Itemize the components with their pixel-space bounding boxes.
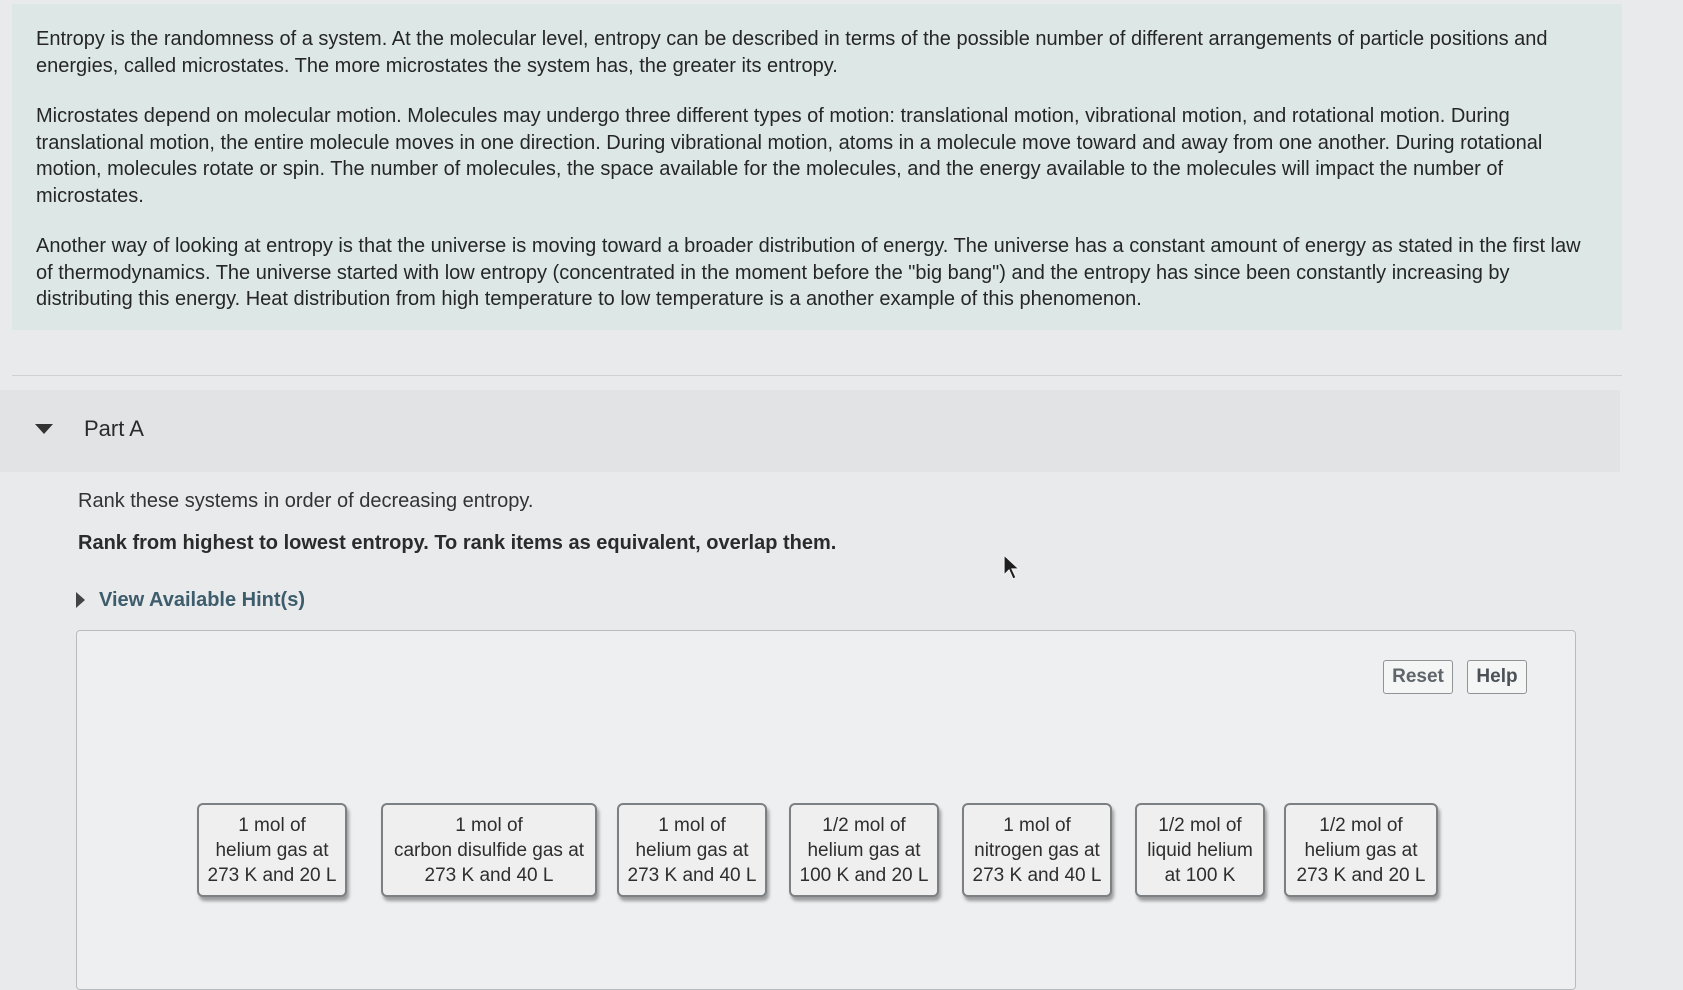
rank-item-line: 1 mol of <box>455 814 523 836</box>
question-text: Rank these systems in order of decreasing entropy. <box>78 490 534 512</box>
rank-item-line: 273 K and 20 L <box>207 864 337 886</box>
rank-item-line: 273 K and 20 L <box>1296 864 1426 886</box>
rank-item-card[interactable] <box>197 803 347 897</box>
part-a-header[interactable] <box>0 390 1620 472</box>
rank-item-card[interactable] <box>1135 803 1265 897</box>
rank-item-line: 1/2 mol of <box>822 814 906 836</box>
view-hints-toggle[interactable] <box>76 586 305 614</box>
rank-item-line: helium gas at <box>807 839 921 861</box>
rank-item-line: helium gas at <box>635 839 749 861</box>
rank-item-line: 1/2 mol of <box>1158 814 1242 836</box>
mouse-cursor-icon <box>1002 553 1022 583</box>
rank-item-line: 1 mol of <box>658 814 726 836</box>
rank-item-card[interactable] <box>617 803 767 897</box>
intro-paragraph-3: Another way of looking at entropy is that the universe is moving toward a broader distribution of energy. The universe has a constant amount of energy as stated in the first law of thermodynamics. The universe started with low entropy (concentrated in the moment before the "big bang") and the entropy has since been constantly increasing by distributing this energy. Heat distribution from high temperature to low temperature is a another example of this phenomenon. <box>36 235 1581 310</box>
rank-item-line: 273 K and 40 L <box>424 864 554 886</box>
rank-item-line: liquid helium <box>1147 839 1253 861</box>
rank-item-line: 1 mol of <box>1003 814 1071 836</box>
rank-item-line: at 100 K <box>1164 864 1236 886</box>
intro-paragraph-2: Microstates depend on molecular motion. Molecules may undergo three different types of motion: translational motion, vibrational motion, and rotational motion. During translational motion, the entire molecule moves in one direction. During vibrational motion, atoms in a molecule move toward and away from one another. During rotational motion, molecules rotate or spin. The number of molecules, the space available for the molecules, and the energy available to the molecules will impact the number of microstates. <box>36 105 1543 207</box>
section-divider <box>12 375 1622 376</box>
rank-item-line: carbon disulfide gas at <box>393 839 585 861</box>
part-title: Part A <box>84 416 144 441</box>
rank-item-line: 273 K and 40 L <box>627 864 757 886</box>
rank-item-line: helium gas at <box>215 839 329 861</box>
rank-item-line: 1/2 mol of <box>1319 814 1403 836</box>
rank-item-line: nitrogen gas at <box>974 839 1100 861</box>
rank-item-card[interactable] <box>789 803 939 897</box>
caret-right-icon <box>76 592 85 608</box>
intro-passage <box>12 4 1622 330</box>
rank-item-card[interactable] <box>381 803 597 897</box>
reset-button[interactable]: Reset <box>1383 660 1453 694</box>
ranking-area <box>76 630 1576 990</box>
rank-item-card[interactable] <box>962 803 1112 897</box>
rank-item-card[interactable] <box>1284 803 1438 897</box>
draggable-items <box>77 631 1575 989</box>
help-button[interactable]: Help <box>1467 660 1527 694</box>
rank-item-line: 100 K and 20 L <box>799 864 929 886</box>
intro-paragraph-1: Entropy is the randomness of a system. At the molecular level, entropy can be described in terms of the possible number of different arrangements of particle positions and energies, called microstates. The more microstates the system has, the greater its entropy. <box>36 28 1548 77</box>
caret-down-icon[interactable] <box>35 424 53 434</box>
rank-item-line: 273 K and 40 L <box>972 864 1102 886</box>
rank-item-line: helium gas at <box>1304 839 1418 861</box>
view-hints-label[interactable]: View Available Hint(s) <box>99 588 305 611</box>
rank-item-line: 1 mol of <box>238 814 306 836</box>
ranking-instruction: Rank from highest to lowest entropy. To rank items as equivalent, overlap them. <box>78 532 837 554</box>
